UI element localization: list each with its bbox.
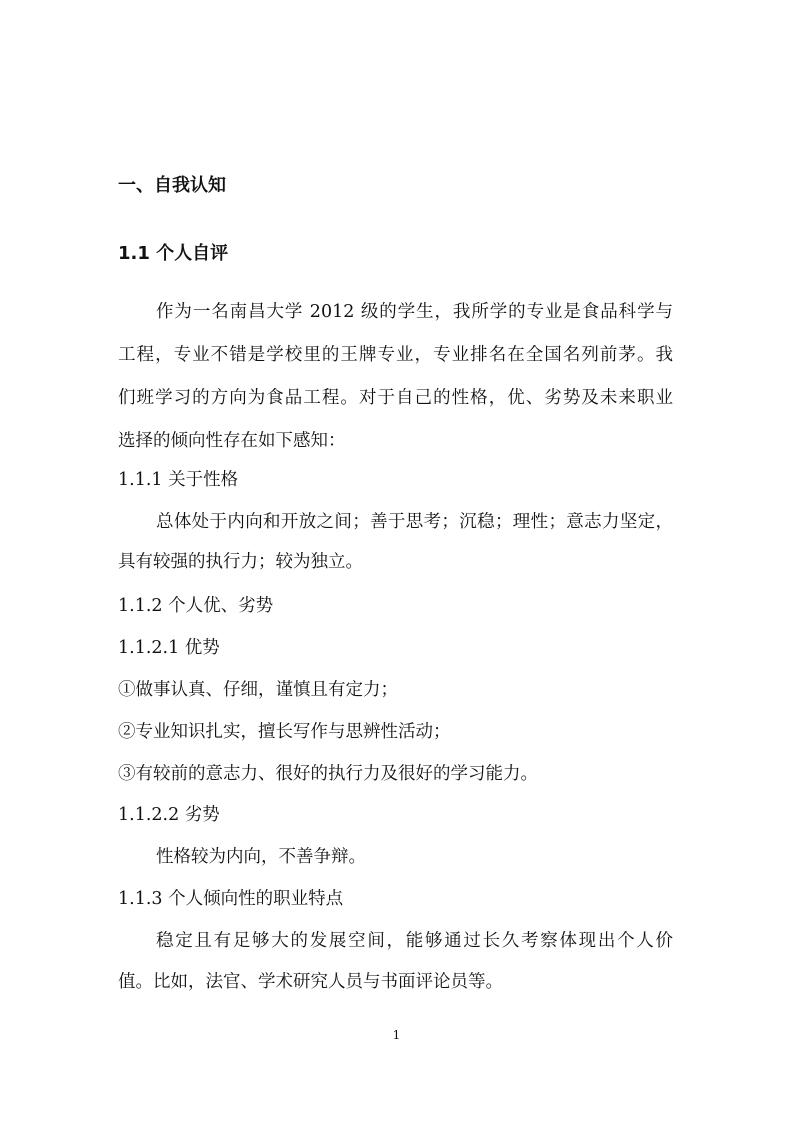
career-heading: 1.1.3 个人倾向性的职业特点 (118, 889, 344, 909)
intro-paragraph-line-1: 作为一名南昌大学 2012 级的学生，我所学的专业是食品科学与 (156, 302, 673, 322)
strengths-weaknesses-heading: 1.1.2 个人优、劣势 (118, 596, 274, 616)
page-number: 1 (392, 1028, 401, 1042)
weakness-text: 性格较为内向，不善争辩。 (156, 847, 366, 867)
strengths-heading: 1.1.2.1 优势 (118, 638, 220, 658)
weaknesses-heading: 1.1.2.2 劣势 (118, 805, 220, 825)
strength-item: ②专业知识扎实，擅长写作与思辨性活动； (118, 722, 451, 742)
strength-item: ③有较前的意志力、很好的执行力及很好的学习能力。 (118, 764, 538, 784)
strength-item: ①做事认真、仔细，谨慎且有定力； (118, 680, 398, 700)
career-paragraph-line-1: 稳定且有足够大的发展空间，能够通过长久考察体现出个人价 (156, 931, 673, 951)
subsection-heading-self-evaluation: 1.1 个人自评 (118, 243, 229, 264)
career-paragraph-line-2: 值。比如，法官、学术研究人员与书面评论员等。 (118, 972, 503, 992)
intro-paragraph-line-4: 选择的倾向性存在如下感知： (118, 431, 346, 451)
personality-paragraph-line-2: 具有较强的执行力；较为独立。 (118, 552, 363, 572)
intro-paragraph-line-3: 们班学习的方向为食品工程。对于自己的性格，优、劣势及未来职业 (118, 388, 673, 408)
section-heading-self-awareness: 一、自我认知 (118, 175, 226, 196)
personality-heading: 1.1.1 关于性格 (118, 470, 239, 490)
intro-paragraph-line-2: 工程，专业不错是学校里的王牌专业，专业排名在全国名列前茅。我 (118, 345, 673, 365)
personality-paragraph-line-1: 总体处于内向和开放之间；善于思考；沉稳；理性；意志力坚定， (156, 512, 673, 532)
